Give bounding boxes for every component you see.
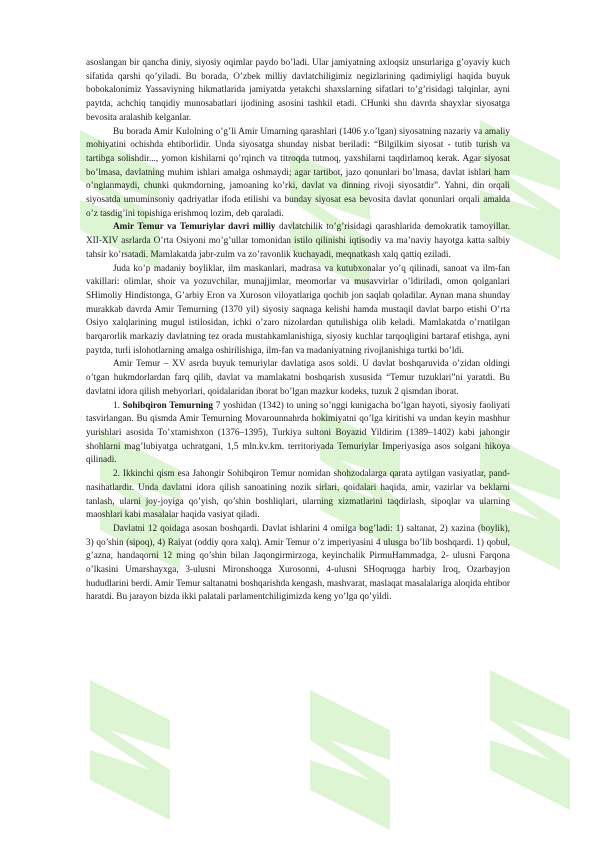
paragraph-text: 2. Ikkinchi qism esa Jahongir Sohibqiron Temur nomidan shohzodalarga qarata aytilgan vasiyatlar, pand-nasihatlardir. Unda davlatni idora qilish sanoatining nozik sirlari, qoidalari haqida, amir, vazirlar va beklarni tanlash, ularni joy-joyiga qo’yish, qo’shin boshliqlari, ularning xizmatlarini taqdirlash, sipoqlar va ularning maoshlari kabi masalalar haqida vasiyat qiladi. (86, 469, 510, 521)
bold-text: Amir Temur va Temuriylar davri milliy (113, 222, 276, 233)
paragraph-text: Amir Temur – XV asrda buyuk temuriylar davlatiga asos soldi. U davlat boshqaruvida o’zidan oldingi o’tgan hukmdorlardan farq qilib, davlat va mamlakatni boshqarish xususida “Temur tuzuklari”ni yaratdi. Bu davlatni idora qilish mehyorlari, qoidalaridan iborat bo’lgan mazkur kodeks, tuzuk 2 qismdan iborat. (86, 359, 510, 397)
paragraph (86, 358, 510, 399)
document-body (86, 57, 510, 605)
watermark-mark (470, 660, 590, 820)
watermark-mark (70, 670, 190, 830)
paragraph-text: Bu borada Amir Kulolning o’g’li Amir Umarning qarashlari (1406 y.o’lgan) siyosatning nazariy va amaliy mohiyatini ochishda ehtiborlidir. Unda siyosatga shunday nisbat beriladi: “Bilgilkim siyosat - tutib turish va tartibga solishdir..., yomon kishilarni qo’rqinch va titroqda tutmoq, yaxshilarni taqdirlamoq kerak. Agar siyosat bo’lmasa, davlatning muhim ishlari amalga oshmaydi; agar tartibot, jazo qonunlari bo’lmasa, davlat ishlari ham o’nglanmaydi, chunki qukmdorning, jamoaning ko’rki, davlat va dinning rivoji siyosatdir”. Yahni, din orqali siyosatda umuminsoniy qadriyatlar ifoda etilishi va bunday siyosat esa bevosita davlat qonunlari orqali amalda o’z tasdig’ini topishiga erishmoq lozim, deb qaraladi. (86, 126, 510, 219)
paragraph (86, 468, 510, 523)
paragraph-text: 1. (113, 400, 123, 411)
paragraph (86, 57, 510, 126)
paragraph-text: Juda ko’p madaniy boyliklar, ilm maskanlari, madrasa va kutubxonalar yo’q qilinadi, sanoat va ilm-fan vakillari: olimlar, shoir va yozuvchilar, munajjimlar, meomorlar va musavvirlar o’ldiriladi, omon qolganlari SHimoliy Hindistonga, G’arbiy Eron va Xuroson viloyatlariga qochib jon saqlab qoladilar. Aynan mana shunday murakkab davrda Amir Temurning (1370 yil) siyosiy saqnaga kelishi hamda mustaqil davlat barpo etishi O’rta Osiyo xalqlarining mugul istilosidan, ichki o’zaro nizolardan qutulishiga olib keladi. Mamlakatda o’rnatilgan barqarorlik markaziy davlatning tez orada mustahkamlanishiga, siyosiy kuchlar tarqoqligini bartaraf etishga, ayni paytda, turli islohotlarning amalga oshirilishiga, ilm-fan va madaniyatning rivojlanishiga turtki bo’ldi. (86, 263, 510, 356)
paragraph-text: davlatchilik to’g’risidagi qarashlarida demokratik tamoyillar. XII-XIV asrlarda O’rta Osiyoni mo’g’ullar tomonidan istilo qilinishi iqtisodiy va ma’naviy hayotga katta salbiy tahsir ko’rsatadi. Mamlakatda jabr-zulm va zo’ravonlik kuchayadi, meqnatkash xalq qattiq eziladi. (86, 222, 510, 260)
paragraph (86, 263, 510, 359)
paragraph (86, 126, 510, 222)
paragraph-text: Davlatni 12 qoidaga asosan boshqardi. Davlat ishlarini 4 omilga bog’ladi: 1) saltanat, 2) xazina (boylik), 3) qo’shin (sipoq), 4) Raiyat (oddiy qora xalq). Amir Temur o’z imperiyasini 4 ulusga bo’lib boshqardi. 1) qobul, g’azna, handaqorni 12 ming qo’shin bilan Jaqongirmirzoga, keyinchalik PirmuHammadga, 2- ulusni Farqona o’lkasini Umarshayxga, 3-ulusni Mironshoqga Xurosonni, 4-ulusni SHoqruqga harbiy Iroq, Ozarbayjon hududlarini berdi. Amir Temur saltanatni boshqarishda kengash, mashvarat, maslaqat masalalariga aloqida ehtibor haratdi. Bu jarayon bizda ikki palatali parlamentchiligimizda keng yo’lga qo’yildi. (86, 523, 510, 603)
paragraph (86, 523, 510, 605)
paragraph-text: 7 yoshidan (1342) to uning so’nggi kunigacha bo’lgan hayoti, siyosiy faoliyati tasvirlangan. Bu qismda Amir Temurning Movarounnahrda hokimiyatni qo’lga kiritishi va undan keyin mashhur yurishlari asosida To’xtamishxon (1376–1395), Turkiya sultoni Boyazid Yildirim (1389–1402) kabi jahongir shohlarni mag’lubiyatga uchratgani, 1,5 mln.kv.km. territoriyada Temuriylar Imperiyasiga asos solgani hikoya qilinadi. (86, 400, 511, 466)
bold-text: Sohibqiron Temurning (122, 400, 214, 411)
watermark-mark (290, 680, 410, 840)
paragraph-text: asoslangan bir qancha diniy, siyosiy oqimlar paydo bo’ladi. Ular jamiyatning axloqsiz unsurlariga g’oyaviy kuch sifatida qarshi qo’yiladi. Bu borada, O’zbek milliy davlatchiligimiz negizlarining qadimiyligi haqida buyuk bobokalonimiz Yassaviyning hikmatlarida jamiyatda yetakchi shaxslarning sifatlari to’g’risidagi talqinlar, ayni paytda, achchiq tanqidiy munosabatlari ijodining asosini tashkil etadi. CHunki shu davrda shayxlar siyosatga bevosita aralashib kelganlar. (86, 58, 510, 123)
paragraph (86, 221, 510, 262)
paragraph (86, 400, 510, 469)
